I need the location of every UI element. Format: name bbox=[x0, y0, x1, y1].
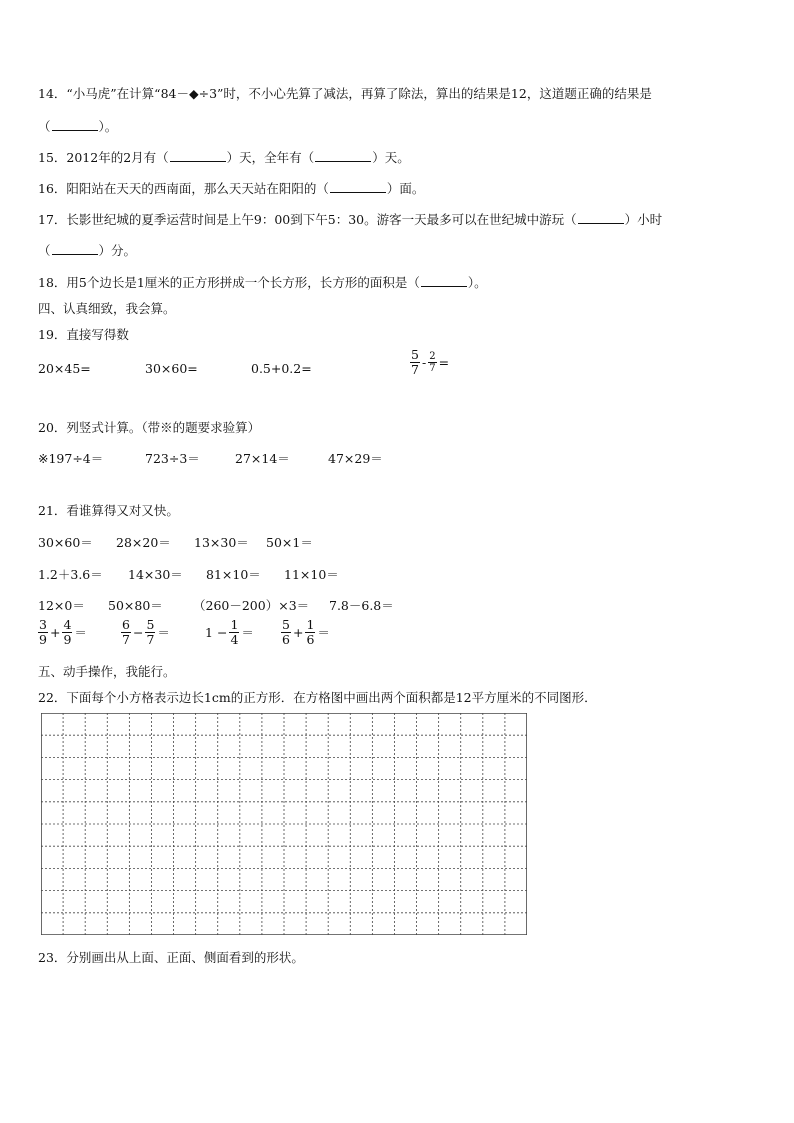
question-14-line1: 14．“小马虎”在计算“84－◆÷3”时，不小心先算了减法，再算了除法，算出的结果是12，这道题正确的结果是 bbox=[38, 86, 652, 101]
question-20-title: 20．列竖式计算。（带※的题要求验算） bbox=[38, 420, 261, 435]
fraction bbox=[305, 618, 315, 647]
equals-sign: = bbox=[438, 354, 450, 370]
numerator: 5 bbox=[411, 347, 419, 362]
q21-r1-item-3: 13×30＝ bbox=[194, 535, 249, 550]
q21-r3-item-2: 50×80＝ bbox=[108, 598, 163, 613]
operator: - bbox=[421, 354, 427, 370]
operator: + bbox=[49, 624, 61, 640]
fraction bbox=[281, 618, 291, 647]
answer-blank[interactable] bbox=[52, 120, 98, 131]
question-15-text-c: ）天。 bbox=[372, 150, 410, 165]
numerator: 3 bbox=[39, 617, 47, 632]
equals-sign: ＝ bbox=[317, 625, 330, 641]
question-16 bbox=[38, 179, 424, 197]
numerator: 1 bbox=[306, 617, 315, 632]
question-14-line2 bbox=[38, 117, 117, 135]
denominator: 7 bbox=[411, 361, 419, 377]
denominator: 9 bbox=[39, 631, 47, 647]
question-16-text-b: ）面。 bbox=[386, 181, 425, 196]
q21-fraction-item-1 bbox=[38, 618, 89, 647]
denominator: 7 bbox=[429, 362, 436, 374]
fraction bbox=[229, 618, 239, 647]
denominator: 6 bbox=[306, 631, 315, 647]
whole-number: 1 bbox=[205, 624, 213, 640]
question-17-text-a: 17．长影世纪城的夏季运营时间是上午9：00到下午5：30。游客一天最多可以在世纪城中游玩（ bbox=[38, 212, 577, 227]
square-grid[interactable] bbox=[41, 713, 527, 935]
q21-fraction-item-2 bbox=[121, 618, 172, 647]
question-22-text: 22．下面每个小方格表示边长1cm的正方形．在方格图中画出两个面积都是12平方厘米的不同图形． bbox=[38, 690, 597, 705]
equals-sign: ＝ bbox=[241, 625, 254, 641]
answer-blank[interactable] bbox=[330, 182, 386, 193]
question-18-text-b: ）。 bbox=[467, 275, 487, 290]
q21-r1-item-2: 28×20＝ bbox=[116, 535, 171, 550]
q19-item-3: 0.5+0.2= bbox=[251, 361, 312, 376]
question-17-line2 bbox=[38, 241, 136, 259]
q21-r2-item-1: 1.2＋3.6＝ bbox=[38, 567, 103, 582]
numerator: 2 bbox=[429, 350, 436, 362]
q21-r3-item-1: 12×0＝ bbox=[38, 598, 85, 613]
grid-lines bbox=[41, 713, 527, 935]
q20-item-2: 723÷3＝ bbox=[145, 451, 200, 466]
denominator: 7 bbox=[146, 631, 155, 647]
answer-blank[interactable] bbox=[421, 276, 467, 287]
numerator: 5 bbox=[282, 617, 290, 632]
numerator: 5 bbox=[146, 617, 155, 632]
q21-r3-item-4: 7.8－6.8＝ bbox=[329, 598, 394, 613]
fraction bbox=[62, 618, 72, 647]
q19-item-2: 30×60= bbox=[145, 361, 198, 376]
q21-r2-item-4: 11×10＝ bbox=[284, 567, 339, 582]
equals-sign: ＝ bbox=[74, 625, 87, 641]
q20-item-3: 27×14＝ bbox=[235, 451, 290, 466]
operator: − bbox=[132, 624, 144, 640]
q21-r2-item-2: 14×30＝ bbox=[128, 567, 183, 582]
numerator: 4 bbox=[63, 617, 72, 632]
section-4-heading: 四、认真细致，我会算。 bbox=[38, 301, 176, 316]
operator: − bbox=[216, 624, 228, 640]
question-15-text-a: 15．2012年的2月有（ bbox=[38, 150, 169, 165]
q21-r1-item-1: 30×60＝ bbox=[38, 535, 93, 550]
q19-fraction-item bbox=[410, 348, 451, 377]
fraction bbox=[410, 348, 420, 377]
numerator: 6 bbox=[122, 617, 130, 632]
equals-sign: ＝ bbox=[157, 625, 170, 641]
q19-item-1: 20×45= bbox=[38, 361, 91, 376]
q20-item-1: ※197÷4＝ bbox=[38, 451, 104, 466]
fraction bbox=[38, 618, 48, 647]
q21-r1-item-4: 50×1＝ bbox=[266, 535, 313, 550]
question-19-title: 19．直接写得数 bbox=[38, 327, 129, 342]
paren-close: ）。 bbox=[98, 119, 118, 134]
question-15 bbox=[38, 148, 410, 166]
question-18 bbox=[38, 273, 487, 291]
denominator: 4 bbox=[230, 631, 239, 647]
question-16-text-a: 16．阳阳站在天天的西南面，那么天天站在阳阳的（ bbox=[38, 181, 329, 196]
q20-item-4: 47×29＝ bbox=[328, 451, 383, 466]
answer-blank[interactable] bbox=[170, 151, 226, 162]
question-17-text-b: ）小时 bbox=[624, 212, 663, 227]
numerator: 1 bbox=[230, 617, 239, 632]
denominator: 7 bbox=[122, 631, 130, 647]
answer-blank[interactable] bbox=[52, 244, 98, 255]
section-5-heading: 五、动手操作，我能行。 bbox=[38, 664, 176, 679]
denominator: 9 bbox=[63, 631, 72, 647]
question-23-text: 23．分别画出从上面、正面、侧面看到的形状。 bbox=[38, 950, 304, 965]
question-17-line1 bbox=[38, 210, 662, 228]
fraction bbox=[145, 618, 155, 647]
paren-open: （ bbox=[38, 119, 51, 134]
question-15-text-b: ）天，全年有（ bbox=[226, 150, 315, 165]
answer-blank[interactable] bbox=[578, 213, 624, 224]
question-18-text-a: 18．用5个边长是1厘米的正方形拼成一个长方形，长方形的面积是（ bbox=[38, 275, 420, 290]
paren-open: （ bbox=[38, 243, 51, 258]
question-21-title: 21．看谁算得又对又快。 bbox=[38, 503, 179, 518]
fraction bbox=[428, 351, 436, 374]
q21-r2-item-3: 81×10＝ bbox=[206, 567, 261, 582]
answer-blank[interactable] bbox=[315, 151, 371, 162]
operator: + bbox=[292, 624, 304, 640]
denominator: 6 bbox=[282, 631, 290, 647]
q21-fraction-item-3 bbox=[203, 618, 256, 647]
q21-fraction-item-4 bbox=[281, 618, 332, 647]
q21-r3-item-3: （260－200）×3＝ bbox=[193, 598, 310, 613]
fraction bbox=[121, 618, 131, 647]
question-17-text-c: ）分。 bbox=[98, 243, 137, 258]
